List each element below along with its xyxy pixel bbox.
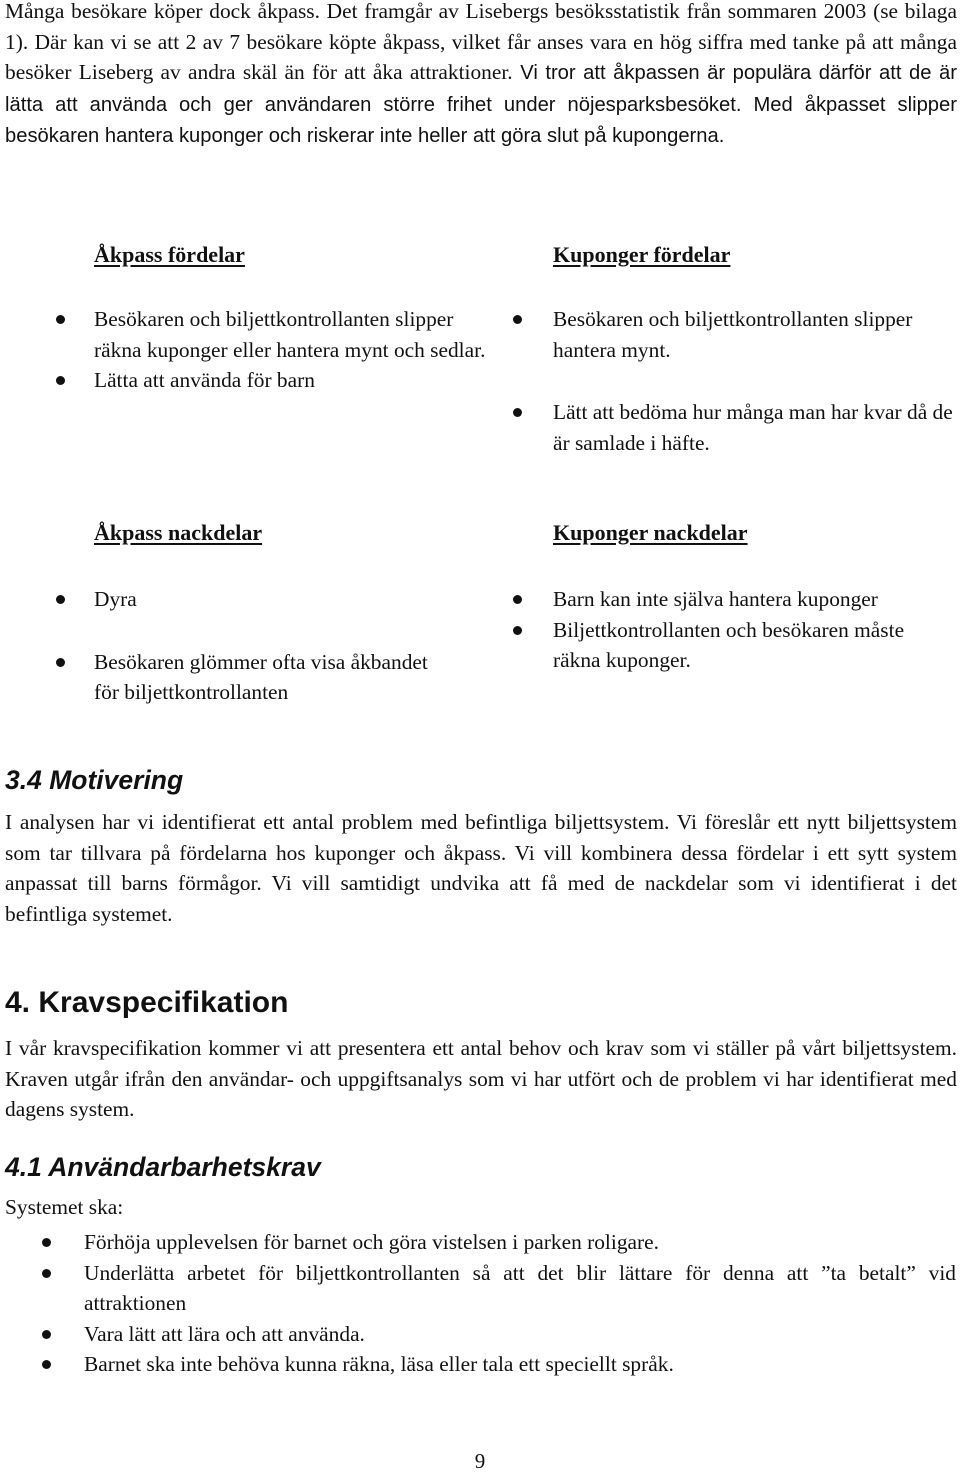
kravspec-heading: 4. Kravspecifikation xyxy=(5,986,289,1019)
list-item: Besökaren glömmer ofta visa åkbandet för biljettkontrollanten xyxy=(94,647,454,708)
kuponger-cons-list xyxy=(553,584,953,676)
list-item: Lätta att använda för barn xyxy=(94,365,494,396)
intro-paragraph xyxy=(5,0,957,152)
anvandbarhet-intro: Systemet ska: xyxy=(5,1195,124,1219)
kuponger-cons-heading: Kuponger nackdelar xyxy=(553,520,748,545)
kravspec-paragraph: I vår kravspecifikation kommer vi att presentera ett antal behov och krav som vi ställer på vårt biljettsystem. Kraven utgår ifrån den användar- och uppgiftsanalys som vi har utfört och de problem vi har identifierat med dagens system. xyxy=(5,1036,957,1121)
list-item: Barn kan inte själva hantera kuponger xyxy=(553,584,883,615)
kuponger-pros-heading: Kuponger fördelar xyxy=(553,242,731,267)
anvandbarhet-heading: 4.1 Användarbarhetskrav xyxy=(5,1152,321,1182)
motivering-heading: 3.4 Motivering xyxy=(5,765,184,795)
akpass-pros-heading: Åkpass fördelar xyxy=(94,242,245,267)
akpass-cons-list xyxy=(94,584,494,708)
list-item: Dyra xyxy=(94,584,494,615)
anvandbarhet-list xyxy=(84,1227,956,1380)
kuponger-pros-list xyxy=(553,304,953,458)
motivering-paragraph: I analysen har vi identifierat ett antal problem med befintliga biljettsystem. Vi föreslår ett nytt biljettsystem som tar tillvara på fördelarna hos kuponger och åkpass. Vi vill kombinera dessa fördelar i ett sytt system anpassat till barns förmågor. Vi vill samtidigt undvika att få med de nackdelar som vi identifierat i det befintliga systemet. xyxy=(5,810,957,926)
list-item: Förhöja upplevelsen för barnet och göra vistelsen i parken roligare. xyxy=(84,1227,956,1258)
list-item: Lätt att bedöma hur många man har kvar då de är samlade i häfte. xyxy=(553,397,953,458)
list-item: Vara lätt att lära och att använda. xyxy=(84,1319,956,1350)
list-item: Barnet ska inte behöva kunna räkna, läsa eller tala ett speciellt språk. xyxy=(84,1349,956,1380)
list-item: Besökaren och biljettkontrollanten slipper räkna kuponger eller hantera mynt och sedlar. xyxy=(94,304,494,365)
page-number: 9 xyxy=(474,1449,486,1473)
list-item: Besökaren och biljettkontrollanten slipper hantera mynt. xyxy=(553,304,953,365)
list-item: Biljettkontrollanten och besökaren måste räkna kuponger. xyxy=(553,615,953,676)
akpass-cons-heading: Åkpass nackdelar xyxy=(94,520,263,545)
akpass-pros-list xyxy=(94,304,494,396)
intro-text-serif: Många besökare köper dock åkpass. Det framgår av Lisebergs besöksstatistik från sommaren 2003 (se bilaga 1). Där kan vi se att 2 av 7 besökare köpte åkpass, vilket får anses vara en hög siffra med tanke på att många besöker Liseberg av andra skäl än för att åka attraktioner. xyxy=(5,0,957,84)
list-item: Underlätta arbetet för biljettkontrollanten så att det blir lättare för denna att ”ta betalt” vid attraktionen xyxy=(84,1258,956,1319)
intro-text-sans: Vi tror att åkpassen är populära därför att de är lätta att använda och ger användaren större frihet under nöjesparksbesöket. Med åkpasset slipper besökaren hantera kuponger och riskerar inte heller att göra slut på kupongerna. xyxy=(5,62,957,147)
